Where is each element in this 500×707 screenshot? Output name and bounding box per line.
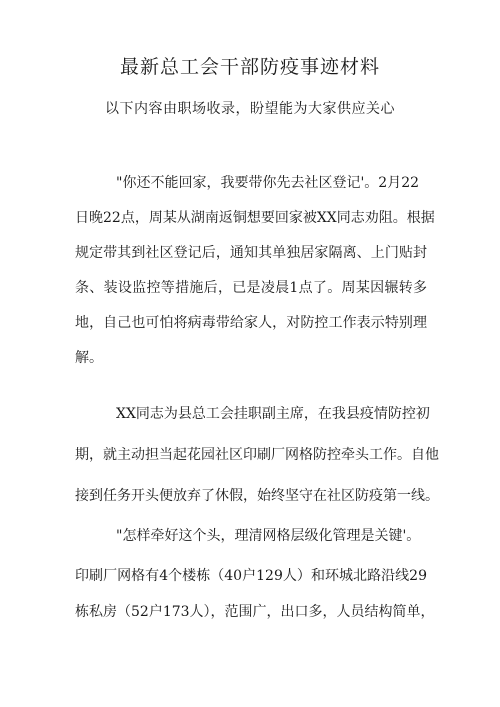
paragraph-line: 规定带其到社区登记后，通知其单独居家隔离、上门贴封 — [75, 245, 427, 261]
paragraph-line: 条、装设监控等措施后，已是凌晨1点了。周某因辗转多 — [75, 280, 427, 296]
paragraph-line: 接到任务开头便放弃了休假，始终坚守在社区防疫第一线。 — [75, 488, 439, 504]
paragraph-line: 印刷厂网格有4个楼栋（40户129人）和环城北路沿线29 — [75, 568, 427, 584]
paragraph-line: "怎样牵好这个头，理清网格层级化管理是关键'。 — [116, 528, 421, 544]
document-title: 最新总工会干部防疫事迹材料 — [119, 56, 380, 78]
paragraph-line: 期，就主动担当起花园社区印刷厂网格防控牵头工作。自他 — [75, 447, 439, 463]
paragraph-line: 地，自己也可怕将病毒带给家人，对防控工作表示特别理 — [75, 315, 427, 331]
paragraph-line: XX同志为县总工会挂职副主席，在我县疫情防控初 — [116, 406, 430, 422]
paragraph-line: 栋私房（52户173人），范围广，出口多，人员结构简单， — [75, 604, 435, 620]
paragraph-line: 解。 — [75, 350, 103, 366]
paragraph-line: "你还不能回家，我要带你先去社区登记'。2月22 — [116, 175, 420, 191]
document-subtitle: 以下内容由职场收录，盼望能为大家供应关心 — [105, 101, 395, 117]
paragraph-line: 日晚22点，周某从湖南返铜想要回家被XX同志劝阻。根据 — [75, 210, 435, 226]
